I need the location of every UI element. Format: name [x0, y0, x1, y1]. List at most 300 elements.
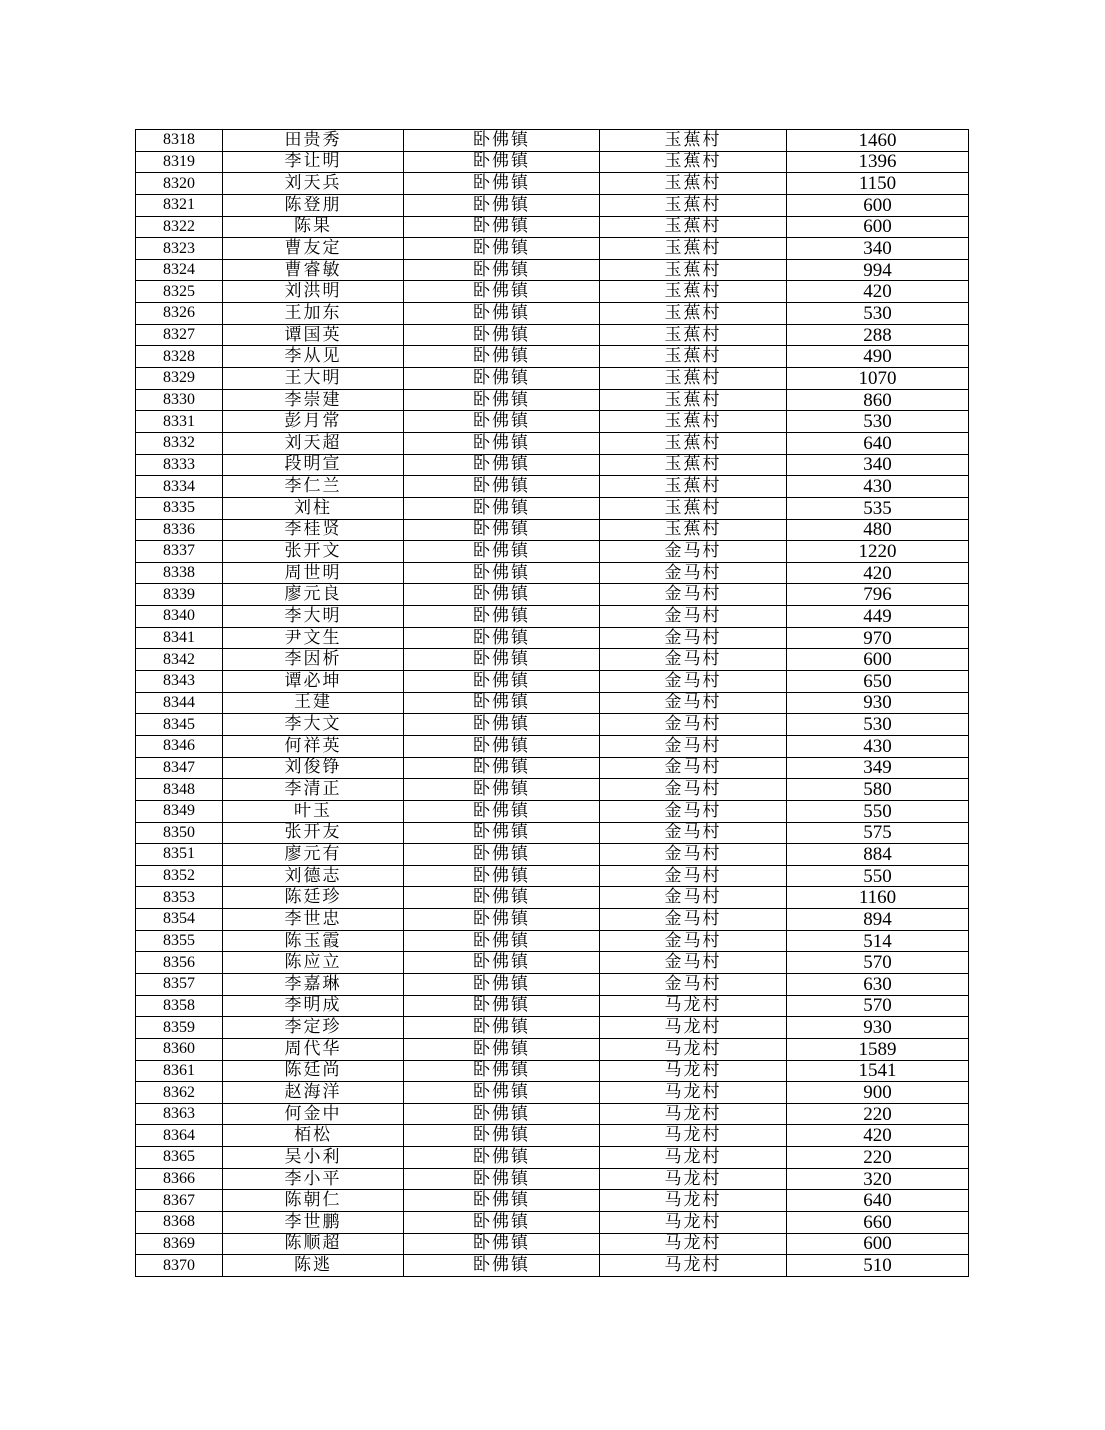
amount-cell: 1160: [787, 887, 969, 909]
person-name-cell: 李大明: [223, 606, 404, 628]
amount-cell: 1541: [787, 1060, 969, 1082]
village-cell: 马龙村: [600, 1255, 787, 1277]
row-number-cell: 8320: [136, 173, 223, 195]
row-number-cell: 8351: [136, 844, 223, 866]
person-name-cell: 曹友定: [223, 238, 404, 260]
town-cell: 卧佛镇: [404, 822, 600, 844]
person-name-cell: 周世明: [223, 562, 404, 584]
row-number-cell: 8361: [136, 1060, 223, 1082]
town-cell: 卧佛镇: [404, 151, 600, 173]
town-cell: 卧佛镇: [404, 1103, 600, 1125]
town-cell: 卧佛镇: [404, 389, 600, 411]
town-cell: 卧佛镇: [404, 995, 600, 1017]
person-name-cell: 何金中: [223, 1103, 404, 1125]
town-cell: 卧佛镇: [404, 541, 600, 563]
row-number-cell: 8331: [136, 411, 223, 433]
table-row: [136, 1168, 969, 1190]
person-name-cell: 谭必坤: [223, 671, 404, 693]
town-cell: 卧佛镇: [404, 454, 600, 476]
table-row: [136, 1255, 969, 1277]
person-name-cell: 陈朝仁: [223, 1190, 404, 1212]
amount-cell: 570: [787, 995, 969, 1017]
row-number-cell: 8322: [136, 216, 223, 238]
person-name-cell: 李嘉琳: [223, 973, 404, 995]
row-number-cell: 8364: [136, 1125, 223, 1147]
town-cell: 卧佛镇: [404, 779, 600, 801]
amount-cell: 884: [787, 844, 969, 866]
row-number-cell: 8330: [136, 389, 223, 411]
table-row: [136, 887, 969, 909]
row-number-cell: 8340: [136, 606, 223, 628]
amount-cell: 1150: [787, 173, 969, 195]
row-number-cell: 8350: [136, 822, 223, 844]
village-cell: 玉蕉村: [600, 281, 787, 303]
row-number-cell: 8343: [136, 671, 223, 693]
table-row: [136, 194, 969, 216]
amount-cell: 650: [787, 671, 969, 693]
person-name-cell: 彭月常: [223, 411, 404, 433]
person-name-cell: 李大文: [223, 714, 404, 736]
row-number-cell: 8335: [136, 497, 223, 519]
row-number-cell: 8338: [136, 562, 223, 584]
row-number-cell: 8346: [136, 735, 223, 757]
table-row: [136, 562, 969, 584]
row-number-cell: 8336: [136, 519, 223, 541]
amount-cell: 570: [787, 952, 969, 974]
person-name-cell: 张开文: [223, 541, 404, 563]
town-cell: 卧佛镇: [404, 1147, 600, 1169]
row-number-cell: 8319: [136, 151, 223, 173]
town-cell: 卧佛镇: [404, 1060, 600, 1082]
town-cell: 卧佛镇: [404, 432, 600, 454]
person-name-cell: 李崇建: [223, 389, 404, 411]
town-cell: 卧佛镇: [404, 952, 600, 974]
table-row: [136, 173, 969, 195]
town-cell: 卧佛镇: [404, 259, 600, 281]
village-cell: 玉蕉村: [600, 173, 787, 195]
town-cell: 卧佛镇: [404, 930, 600, 952]
person-name-cell: 廖元有: [223, 844, 404, 866]
town-cell: 卧佛镇: [404, 281, 600, 303]
table-row: [136, 1082, 969, 1104]
amount-cell: 420: [787, 1125, 969, 1147]
data-table: [135, 129, 969, 1277]
village-cell: 金马村: [600, 714, 787, 736]
village-cell: 玉蕉村: [600, 497, 787, 519]
person-name-cell: 赵海洋: [223, 1082, 404, 1104]
table-row: [136, 1038, 969, 1060]
town-cell: 卧佛镇: [404, 1190, 600, 1212]
table-row: [136, 1190, 969, 1212]
amount-cell: 535: [787, 497, 969, 519]
amount-cell: 630: [787, 973, 969, 995]
town-cell: 卧佛镇: [404, 584, 600, 606]
table-row: [136, 606, 969, 628]
person-name-cell: 陈廷尚: [223, 1060, 404, 1082]
town-cell: 卧佛镇: [404, 1212, 600, 1234]
person-name-cell: 王建: [223, 692, 404, 714]
person-name-cell: 吴小利: [223, 1147, 404, 1169]
person-name-cell: 李清正: [223, 779, 404, 801]
town-cell: 卧佛镇: [404, 476, 600, 498]
person-name-cell: 陈廷珍: [223, 887, 404, 909]
amount-cell: 420: [787, 281, 969, 303]
amount-cell: 349: [787, 757, 969, 779]
amount-cell: 430: [787, 735, 969, 757]
town-cell: 卧佛镇: [404, 1168, 600, 1190]
village-cell: 马龙村: [600, 995, 787, 1017]
person-name-cell: 王大明: [223, 368, 404, 390]
town-cell: 卧佛镇: [404, 130, 600, 152]
person-name-cell: 刘天超: [223, 432, 404, 454]
amount-cell: 860: [787, 389, 969, 411]
town-cell: 卧佛镇: [404, 844, 600, 866]
town-cell: 卧佛镇: [404, 671, 600, 693]
person-name-cell: 叶玉: [223, 800, 404, 822]
row-number-cell: 8332: [136, 432, 223, 454]
town-cell: 卧佛镇: [404, 714, 600, 736]
amount-cell: 340: [787, 238, 969, 260]
town-cell: 卧佛镇: [404, 324, 600, 346]
town-cell: 卧佛镇: [404, 368, 600, 390]
person-name-cell: 李让明: [223, 151, 404, 173]
amount-cell: 449: [787, 606, 969, 628]
table-row: [136, 411, 969, 433]
person-name-cell: 陈玉霞: [223, 930, 404, 952]
village-cell: 马龙村: [600, 1125, 787, 1147]
person-name-cell: 陈顺超: [223, 1233, 404, 1255]
row-number-cell: 8345: [136, 714, 223, 736]
table-row: [136, 973, 969, 995]
person-name-cell: 周代华: [223, 1038, 404, 1060]
village-cell: 马龙村: [600, 1233, 787, 1255]
town-cell: 卧佛镇: [404, 411, 600, 433]
village-cell: 玉蕉村: [600, 151, 787, 173]
town-cell: 卧佛镇: [404, 1082, 600, 1104]
village-cell: 玉蕉村: [600, 303, 787, 325]
village-cell: 金马村: [600, 584, 787, 606]
amount-cell: 970: [787, 627, 969, 649]
village-cell: 玉蕉村: [600, 454, 787, 476]
town-cell: 卧佛镇: [404, 173, 600, 195]
row-number-cell: 8356: [136, 952, 223, 974]
village-cell: 马龙村: [600, 1168, 787, 1190]
amount-cell: 600: [787, 194, 969, 216]
town-cell: 卧佛镇: [404, 692, 600, 714]
row-number-cell: 8324: [136, 259, 223, 281]
amount-cell: 530: [787, 714, 969, 736]
person-name-cell: 李从见: [223, 346, 404, 368]
village-cell: 玉蕉村: [600, 130, 787, 152]
table-row: [136, 822, 969, 844]
village-cell: 玉蕉村: [600, 324, 787, 346]
village-cell: 金马村: [600, 844, 787, 866]
row-number-cell: 8344: [136, 692, 223, 714]
amount-cell: 530: [787, 411, 969, 433]
village-cell: 马龙村: [600, 1190, 787, 1212]
table-row: [136, 1060, 969, 1082]
amount-cell: 1070: [787, 368, 969, 390]
amount-cell: 320: [787, 1168, 969, 1190]
person-name-cell: 陈果: [223, 216, 404, 238]
amount-cell: 600: [787, 1233, 969, 1255]
row-number-cell: 8354: [136, 909, 223, 931]
row-number-cell: 8348: [136, 779, 223, 801]
person-name-cell: 刘天兵: [223, 173, 404, 195]
amount-cell: 1220: [787, 541, 969, 563]
table-row: [136, 909, 969, 931]
village-cell: 金马村: [600, 606, 787, 628]
town-cell: 卧佛镇: [404, 519, 600, 541]
amount-cell: 894: [787, 909, 969, 931]
town-cell: 卧佛镇: [404, 497, 600, 519]
amount-cell: 930: [787, 1017, 969, 1039]
row-number-cell: 8369: [136, 1233, 223, 1255]
person-name-cell: 刘德志: [223, 865, 404, 887]
village-cell: 玉蕉村: [600, 194, 787, 216]
table-row: [136, 259, 969, 281]
row-number-cell: 8358: [136, 995, 223, 1017]
amount-cell: 480: [787, 519, 969, 541]
table-row: [136, 1103, 969, 1125]
town-cell: 卧佛镇: [404, 887, 600, 909]
table-row: [136, 735, 969, 757]
village-cell: 金马村: [600, 692, 787, 714]
town-cell: 卧佛镇: [404, 1038, 600, 1060]
row-number-cell: 8370: [136, 1255, 223, 1277]
table-row: [136, 541, 969, 563]
village-cell: 玉蕉村: [600, 259, 787, 281]
row-number-cell: 8353: [136, 887, 223, 909]
amount-cell: 900: [787, 1082, 969, 1104]
table-row: [136, 1017, 969, 1039]
person-name-cell: 陈逃: [223, 1255, 404, 1277]
person-name-cell: 李因析: [223, 649, 404, 671]
table-row: [136, 930, 969, 952]
village-cell: 马龙村: [600, 1017, 787, 1039]
village-cell: 马龙村: [600, 1038, 787, 1060]
person-name-cell: 李定珍: [223, 1017, 404, 1039]
town-cell: 卧佛镇: [404, 606, 600, 628]
row-number-cell: 8342: [136, 649, 223, 671]
town-cell: 卧佛镇: [404, 973, 600, 995]
village-cell: 玉蕉村: [600, 411, 787, 433]
row-number-cell: 8333: [136, 454, 223, 476]
town-cell: 卧佛镇: [404, 562, 600, 584]
table-row: [136, 238, 969, 260]
village-cell: 金马村: [600, 952, 787, 974]
village-cell: 玉蕉村: [600, 432, 787, 454]
town-cell: 卧佛镇: [404, 757, 600, 779]
village-cell: 马龙村: [600, 1147, 787, 1169]
town-cell: 卧佛镇: [404, 865, 600, 887]
town-cell: 卧佛镇: [404, 303, 600, 325]
amount-cell: 288: [787, 324, 969, 346]
table-row: [136, 216, 969, 238]
person-name-cell: 尹文生: [223, 627, 404, 649]
row-number-cell: 8366: [136, 1168, 223, 1190]
town-cell: 卧佛镇: [404, 1255, 600, 1277]
table-row: [136, 779, 969, 801]
table-row: [136, 1147, 969, 1169]
person-name-cell: 曹睿敏: [223, 259, 404, 281]
table-row: [136, 692, 969, 714]
amount-cell: 420: [787, 562, 969, 584]
person-name-cell: 李仁兰: [223, 476, 404, 498]
table-row: [136, 584, 969, 606]
village-cell: 金马村: [600, 649, 787, 671]
town-cell: 卧佛镇: [404, 1017, 600, 1039]
table-row: [136, 844, 969, 866]
village-cell: 玉蕉村: [600, 519, 787, 541]
town-cell: 卧佛镇: [404, 1233, 600, 1255]
village-cell: 玉蕉村: [600, 389, 787, 411]
table-row: [136, 649, 969, 671]
person-name-cell: 谭国英: [223, 324, 404, 346]
table-row: [136, 454, 969, 476]
village-cell: 金马村: [600, 757, 787, 779]
person-name-cell: 陈应立: [223, 952, 404, 974]
row-number-cell: 8326: [136, 303, 223, 325]
amount-cell: 510: [787, 1255, 969, 1277]
town-cell: 卧佛镇: [404, 735, 600, 757]
table-row: [136, 432, 969, 454]
person-name-cell: 栢松: [223, 1125, 404, 1147]
town-cell: 卧佛镇: [404, 800, 600, 822]
row-number-cell: 8368: [136, 1212, 223, 1234]
village-cell: 金马村: [600, 800, 787, 822]
amount-cell: 660: [787, 1212, 969, 1234]
table-row: [136, 757, 969, 779]
village-cell: 金马村: [600, 865, 787, 887]
town-cell: 卧佛镇: [404, 238, 600, 260]
table-row: [136, 151, 969, 173]
table-row: [136, 368, 969, 390]
person-name-cell: 何祥英: [223, 735, 404, 757]
village-cell: 玉蕉村: [600, 216, 787, 238]
person-name-cell: 田贵秀: [223, 130, 404, 152]
village-cell: 金马村: [600, 671, 787, 693]
amount-cell: 490: [787, 346, 969, 368]
table-row: [136, 303, 969, 325]
table-row: [136, 497, 969, 519]
table-row: [136, 281, 969, 303]
row-number-cell: 8365: [136, 1147, 223, 1169]
village-cell: 金马村: [600, 779, 787, 801]
row-number-cell: 8328: [136, 346, 223, 368]
row-number-cell: 8341: [136, 627, 223, 649]
amount-cell: 796: [787, 584, 969, 606]
table-row: [136, 952, 969, 974]
row-number-cell: 8321: [136, 194, 223, 216]
amount-cell: 340: [787, 454, 969, 476]
town-cell: 卧佛镇: [404, 627, 600, 649]
row-number-cell: 8357: [136, 973, 223, 995]
table-row: [136, 627, 969, 649]
table-row: [136, 389, 969, 411]
amount-cell: 994: [787, 259, 969, 281]
person-name-cell: 王加东: [223, 303, 404, 325]
person-name-cell: 廖元良: [223, 584, 404, 606]
person-name-cell: 张开友: [223, 822, 404, 844]
table-row: [136, 324, 969, 346]
row-number-cell: 8352: [136, 865, 223, 887]
table-row: [136, 1212, 969, 1234]
table-row: [136, 995, 969, 1017]
village-cell: 金马村: [600, 887, 787, 909]
village-cell: 玉蕉村: [600, 368, 787, 390]
village-cell: 玉蕉村: [600, 238, 787, 260]
row-number-cell: 8325: [136, 281, 223, 303]
row-number-cell: 8363: [136, 1103, 223, 1125]
village-cell: 金马村: [600, 909, 787, 931]
village-cell: 马龙村: [600, 1060, 787, 1082]
town-cell: 卧佛镇: [404, 649, 600, 671]
amount-cell: 220: [787, 1147, 969, 1169]
amount-cell: 1396: [787, 151, 969, 173]
village-cell: 马龙村: [600, 1103, 787, 1125]
town-cell: 卧佛镇: [404, 194, 600, 216]
table-row: [136, 130, 969, 152]
row-number-cell: 8329: [136, 368, 223, 390]
row-number-cell: 8334: [136, 476, 223, 498]
village-cell: 金马村: [600, 627, 787, 649]
amount-cell: 220: [787, 1103, 969, 1125]
village-cell: 马龙村: [600, 1082, 787, 1104]
person-name-cell: 段明宣: [223, 454, 404, 476]
person-name-cell: 李世鹏: [223, 1212, 404, 1234]
town-cell: 卧佛镇: [404, 909, 600, 931]
town-cell: 卧佛镇: [404, 346, 600, 368]
person-name-cell: 李明成: [223, 995, 404, 1017]
village-cell: 马龙村: [600, 1212, 787, 1234]
person-name-cell: 李小平: [223, 1168, 404, 1190]
amount-cell: 930: [787, 692, 969, 714]
amount-cell: 640: [787, 1190, 969, 1212]
row-number-cell: 8359: [136, 1017, 223, 1039]
amount-cell: 530: [787, 303, 969, 325]
table-body: [136, 130, 969, 1277]
amount-cell: 550: [787, 800, 969, 822]
village-cell: 金马村: [600, 541, 787, 563]
amount-cell: 514: [787, 930, 969, 952]
table-row: [136, 476, 969, 498]
amount-cell: 580: [787, 779, 969, 801]
person-name-cell: 刘柱: [223, 497, 404, 519]
row-number-cell: 8318: [136, 130, 223, 152]
table-row: [136, 346, 969, 368]
row-number-cell: 8355: [136, 930, 223, 952]
village-cell: 金马村: [600, 822, 787, 844]
person-name-cell: 李桂贤: [223, 519, 404, 541]
row-number-cell: 8349: [136, 800, 223, 822]
amount-cell: 575: [787, 822, 969, 844]
row-number-cell: 8337: [136, 541, 223, 563]
amount-cell: 550: [787, 865, 969, 887]
person-name-cell: 李世忠: [223, 909, 404, 931]
amount-cell: 600: [787, 216, 969, 238]
village-cell: 金马村: [600, 973, 787, 995]
person-name-cell: 陈登朋: [223, 194, 404, 216]
village-cell: 玉蕉村: [600, 346, 787, 368]
table-row: [136, 1233, 969, 1255]
town-cell: 卧佛镇: [404, 1125, 600, 1147]
village-cell: 金马村: [600, 562, 787, 584]
table-row: [136, 800, 969, 822]
person-name-cell: 刘俊铮: [223, 757, 404, 779]
table-row: [136, 1125, 969, 1147]
person-name-cell: 刘洪明: [223, 281, 404, 303]
